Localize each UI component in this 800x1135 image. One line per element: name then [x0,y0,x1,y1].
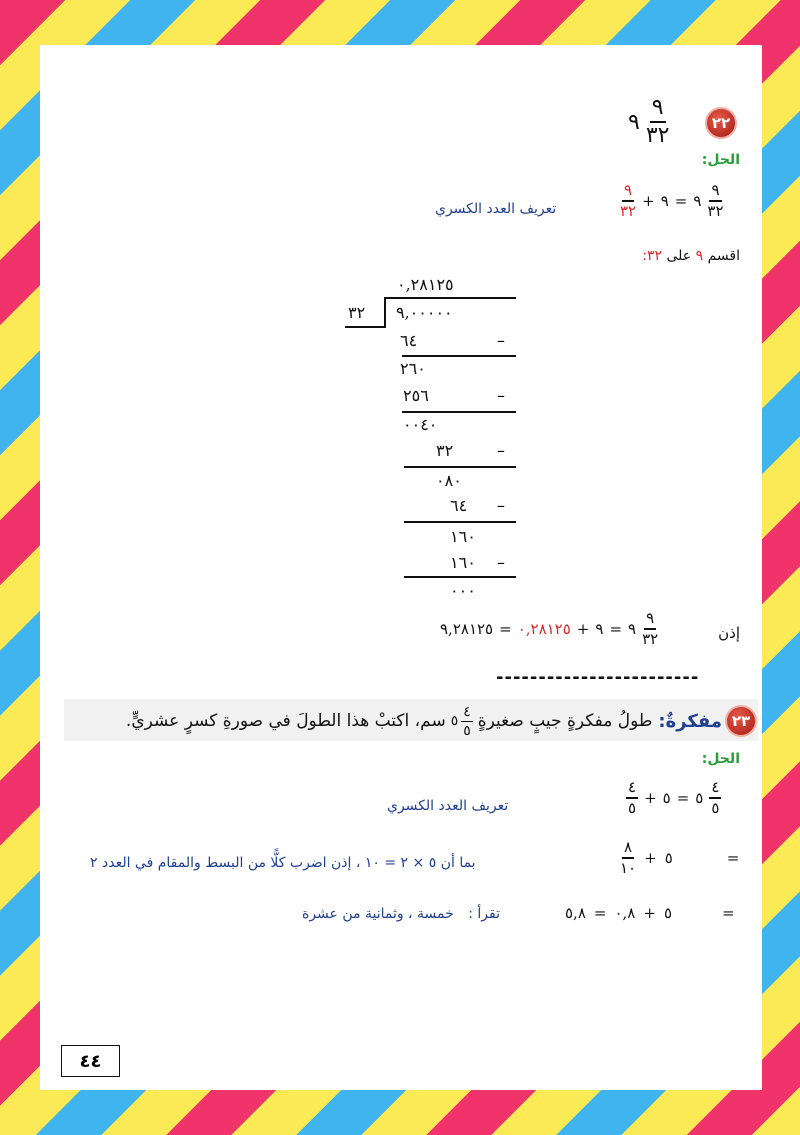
question-number: ٢٢ [711,114,731,132]
numerator: ٩ [709,183,721,202]
whole-part: ٥ [695,789,704,807]
division-step: ٠٨٠ [436,471,462,490]
step1-equation [626,780,721,816]
fraction [646,97,670,147]
minus-sign: – [497,331,505,350]
question-number: ٢٣ [731,712,751,730]
denominator: ٣٢ [620,202,637,220]
subtraction-line [402,355,516,357]
page-number: ٤٤ [79,1050,102,1072]
division-step: ٦٤ [450,496,468,515]
division-remainder: ٠٠٠ [450,581,476,600]
numerator: ٩ [622,183,634,202]
division-bracket [384,297,386,327]
result: ٥,٨ [565,904,586,922]
question-title: مفكرةٌ: [658,710,722,732]
then-label: إذن [718,624,740,642]
page-number-box [61,1045,120,1077]
question-number-badge [705,107,737,139]
mixed-number-heading [628,97,669,147]
equals-sign: = [593,904,607,922]
denominator: ٣٢ [645,123,670,148]
subtraction-line [404,466,516,468]
numerator: ٤ [463,703,471,720]
decimal-part: ٠,٢٨١٢٥ [517,620,571,638]
question-text-part: طولُ مفكرةٍ جيبٍ صغيرةٍ [477,711,653,731]
plus-sign: + [644,789,657,807]
whole-part: ٩ [628,620,637,638]
whole-part: ٥ [663,904,672,922]
plus-sign: + [643,904,656,922]
fraction [620,840,636,876]
denominator: ٥ [628,799,637,817]
minus-sign: – [497,441,505,460]
solution-label: الحل: [701,751,740,767]
step2-equation [620,840,739,876]
minus-sign: – [497,553,505,572]
step-note: تعريف العدد الكسري [435,201,557,217]
decimal-part: ٠,٨ [614,904,636,922]
question-number-badge [725,705,757,737]
division-step: ١٦٠ [450,527,476,546]
division-step: ٠٠٤٠ [403,415,438,434]
subtraction-line [402,411,516,413]
denominator: ٣٢ [642,630,659,648]
subtraction-line [404,521,516,523]
divisor: ٣٢ [348,303,366,322]
fraction [707,183,723,219]
denominator: ٣٢ [707,202,724,220]
divide-instruction [642,248,740,264]
divisor-underline [345,326,386,328]
minus-sign: – [497,386,505,405]
denominator: ٥ [463,722,471,739]
division-step: ٦٤ [400,331,418,350]
equals-sign: = [674,192,688,210]
result: ٩,٢٨١٢٥ [440,620,494,638]
step-note: بما أن ٥ × ٢ = ١٠ ، إذن اضرب كلًّا من البسط والمقام في العدد ٢ [90,855,476,871]
whole-part: ٩ [693,192,702,210]
instruction-text: على [666,248,692,264]
whole-part: ٥ [662,789,671,807]
equals-sign: = [676,789,690,807]
denominator: ١٠ [620,859,637,877]
whole-part: ٩ [660,192,669,210]
whole-part: ٩ [628,109,640,135]
read-as-text: خمسة ، وثمانية من عشرة [302,906,454,922]
division-step: ٢٥٦ [403,386,429,405]
question-text-part: سم، اكتبْ هذا الطولَ في صورةِ كسرٍ عشريٍّ. [125,711,446,731]
dividend: ٩,٠٠٠٠٠ [396,303,453,322]
division-step: ٣٢ [436,441,454,460]
division-step: ٢٦٠ [400,359,426,378]
step-note: تعريف العدد الكسري [387,798,509,814]
section-divider: ------------------------ [496,667,700,688]
whole-part: ٥ [664,849,673,867]
numerator: ٩ [650,97,666,123]
minus-sign: – [497,496,505,515]
fraction [709,780,721,816]
equals-sign: = [499,620,512,638]
plus-sign: + [642,192,655,210]
numerator: ٤ [626,780,638,799]
equals-sign: = [609,620,623,638]
equals-sign: = [726,849,740,867]
numerator: ٤ [709,780,721,799]
step1-equation [620,183,724,219]
plus-sign: + [576,620,590,638]
division-step: ١٦٠ [450,553,476,572]
equals-sign: = [722,904,735,922]
division-bar [384,297,516,299]
instruction-text: اقسم [707,248,740,264]
final-equation [440,611,658,647]
page-sheet [40,45,762,1090]
whole-part: ٥ [450,713,459,729]
denominator: ٥ [711,799,720,817]
fraction [642,611,658,647]
subtraction-line [404,576,516,578]
step3-equation [565,904,735,922]
divisor-value: ٣٢: [642,248,663,264]
solution-label: الحل: [701,152,740,168]
dividend-value: ٩ [695,248,704,264]
fraction [620,183,636,219]
numerator: ٩ [644,611,656,630]
step-note [302,906,500,922]
numerator: ٨ [622,840,634,859]
fraction [461,705,473,738]
question-text [126,701,722,741]
plus-sign: + [644,849,657,867]
whole-part: ٩ [595,620,604,638]
mixed-number [451,705,473,738]
fraction [626,780,638,816]
read-as-label: تقرأ : [468,906,500,922]
quotient: ٠,٢٨١٢٥ [397,275,454,294]
